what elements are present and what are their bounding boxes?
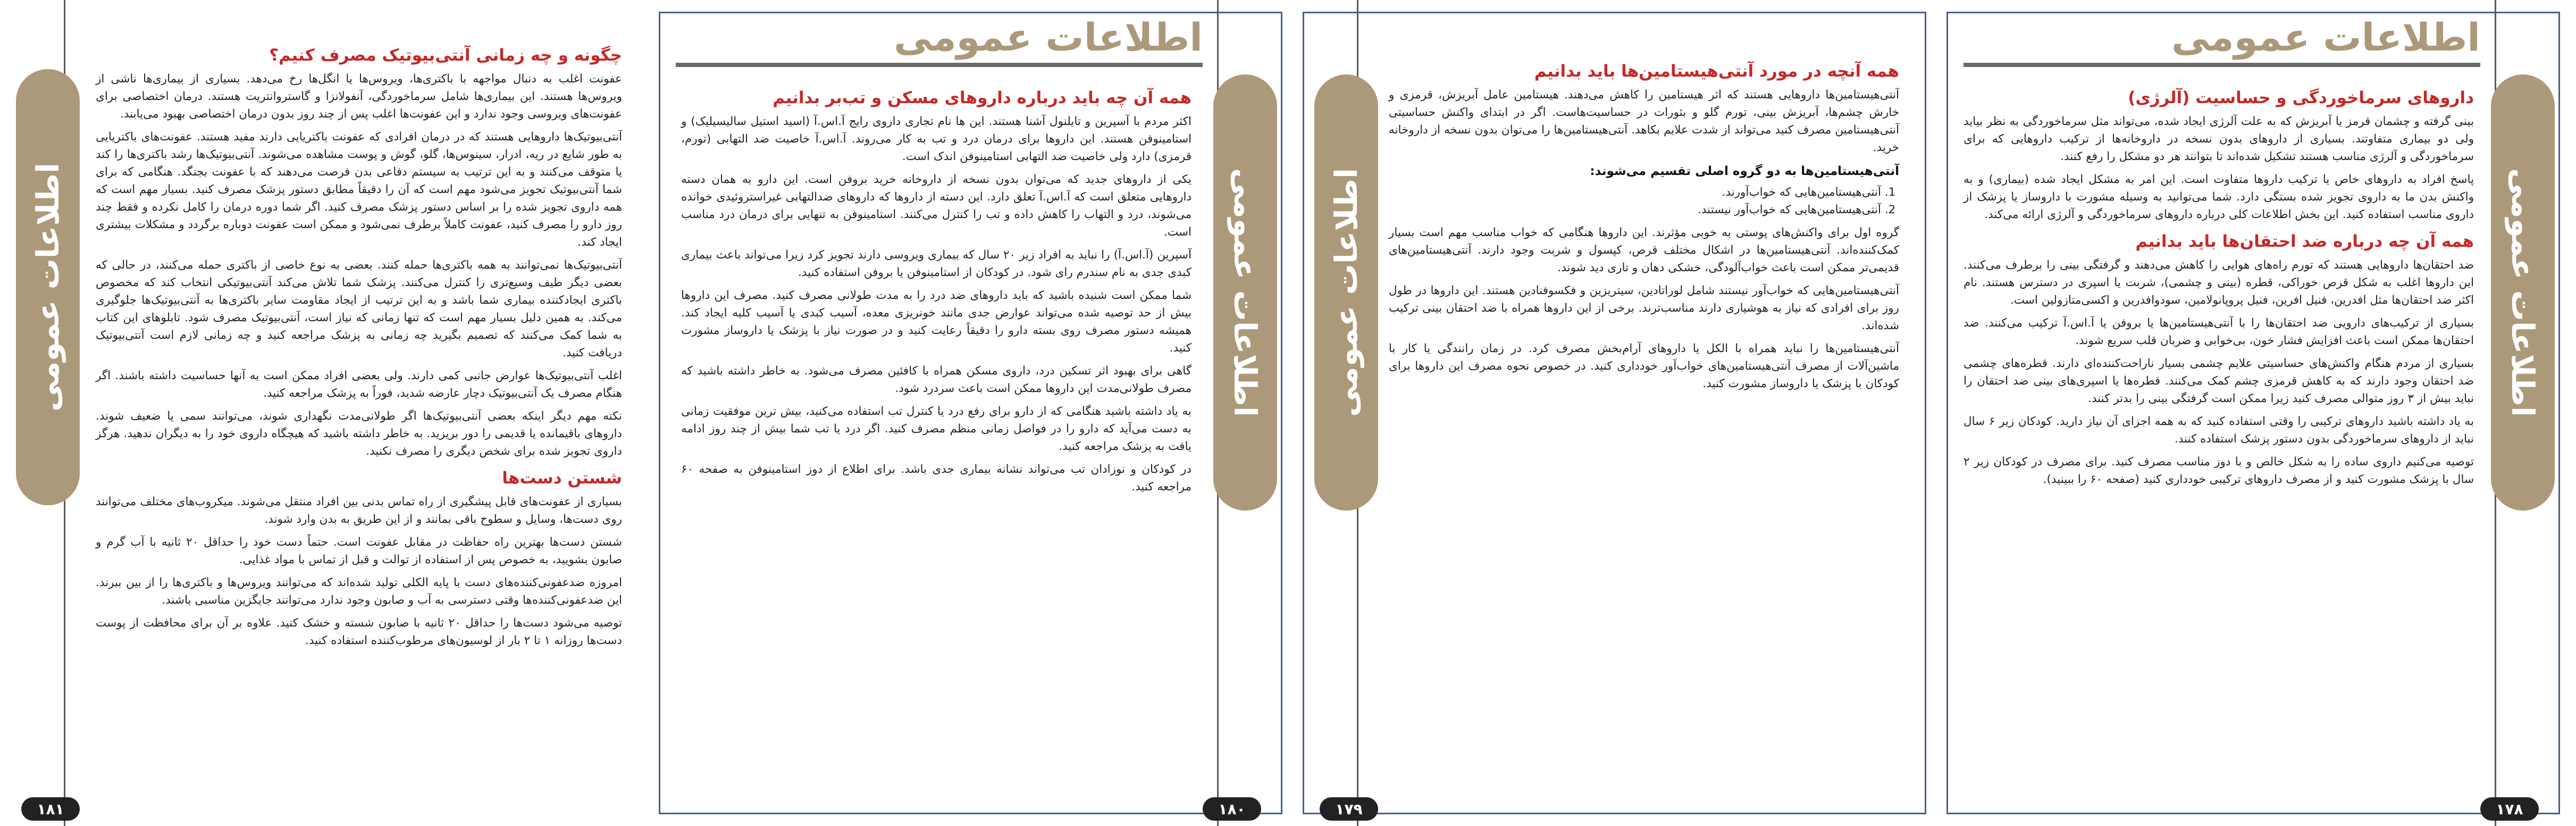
section-heading: چگونه و چه زمانی آنتی‌بیوتیک مصرف کنیم؟ [269,46,622,65]
list-item: 1. آنتی‌هیستامین‌هایی که خواب‌آورند. [1389,183,1881,201]
section-tab [1314,74,1378,511]
paragraph: آنتی‌هیستامین‌ها داروهایی هستند که اثر هیستامین را کاهش می‌دهند. هیستامین عامل آبریزش، قرمزی و خارش چشم‌ها، آبریزش بینی، تورم گلو و بثورات در حساسیت‌هاست. اگر در ابتدای واکنش حساسیتی آنتی‌هیستامین مصرف کنید می‌تواند از شدت علایم بکاهد. آنتی‌هیستامین‌ها را می‌توان بدون نسخه از داروخانه خرید. [1389,88,1899,154]
page-header-title: اطلاعات عمومی [2171,15,2480,60]
paragraph: نکته مهم دیگر اینکه بعضی آنتی‌بیوتیک‌ها اگر طولانی‌مدت نگهداری شوند، می‌توانند سمی یا ضعیف شوند. داروهای باقیمانده یا قدیمی را دور بریزید. به خاطر داشته باشید که هیچگاه داروی خود را به دیگران ندهید. هرگز داروی تجویز شده برای شخص دیگری را مصرف نکنید. [96,410,622,458]
page-number: ۱۷۸ [2480,797,2539,821]
page-number: ۱۸۱ [21,797,80,821]
section-heading: داروهای سرماخوردگی و حساسیت (آلرژی) [2128,88,2474,107]
paragraph: به یاد داشته باشید هنگامی که از دارو برای رفع درد یا کنترل تب استفاده می‌کنید، بیش ترین موفقیت زمانی به دست می‌آید که دارو را در فواصل زمانی منظم مصرف کنید. اگر درد یا تب شما بیش از چند روز ادامه یافت به پزشک مراجعه کنید. [681,405,1191,453]
subheading: آنتی‌هیستامین‌ها به دو گروه اصلی تقسیم می‌شوند: [1590,164,1899,178]
section-tab [2491,74,2555,511]
paragraph: ضد احتقان‌ها داروهایی هستند که تورم راه‌های هوایی را کاهش می‌دهند و گرفتگی بینی را برطرف می‌کنند. این داروها اغلب به شکل قرص خوراکی، قطره (بینی و چشمی)، شربت یا اسپری در دسترس هستند. نام اکثر ضد احتقان‌ها مثل افدرین، فنیل افرین، فنیل پروپانولامین، سودوافدرین و اکسی‌متازولین است. [1964,258,2474,307]
paragraph: شما ممکن است شنیده باشید که باید داروهای ضد درد را به مدت طولانی مصرف کنید. مصرف این داروها بیش از حد توصیه شده می‌تواند عوارض جدی مانند خونریزی معده، آسیب کبدی یا آسیب کلیه ایجاد کند. همیشه دستور مصرف روی بسته دارو را دقیقاً رعایت کنید و در صورت نیاز با پزشک یا داروساز مشورت کنید. [681,289,1191,355]
paragraph: عفونت اغلب به دنبال مواجهه با باکتری‌ها، ویروس‌ها یا انگل‌ها رخ می‌دهد. بسیاری از بیماری‌ها ناشی از ویروس‌ها هستند. این بیماری‌ها شامل سرماخوردگی، آنفولانزا و گاستروانتریت هستند. درمان اختصاصی برای عفونت‌های ویروسی وجود ندارد و این عفونت‌ها اغلب پس از چند روز بدون درمان اختصاصی بهبود می‌یابند. [96,72,622,121]
section-tab [16,69,80,505]
page-181 [0,0,644,826]
paragraph: شستن دست‌ها بهترین راه حفاظت در مقابل عفونت است. حتماً دست خود را حداقل ۲۰ ثانیه با آب گرم و صابون بشویید، به خصوص پس از استفاده از توالت و قبل از تماس با مواد غذایی. [96,536,622,566]
paragraph: بسیاری از ترکیب‌های دارویی ضد احتقان‌ها را با آنتی‌هیستامین‌ها یا بروفن یا آ.اس.آ ترکیب می‌کنند. ضد احتقان‌ها ممکن است باعث افزایش فشار خون، بی‌خوابی و ضربان قلب سریع شوند. [1964,316,2474,347]
page-180 [644,0,1288,826]
paragraph: گروه اول برای واکنش‌های پوستی به خوبی مؤثرند. این داروها هنگامی که خواب مناسب مهم است بسیار کمک‌کننده‌اند. آنتی‌هیستامین‌ها در اشکال مختلف قرص، کپسول و شربت وجود دارند. آنتی‌هیستامین‌های قدیمی‌تر ممکن است باعث خواب‌آلودگی، خشکی دهان و تاری دید شوند. [1389,226,1899,274]
page-content [1964,80,2474,494]
section-tab-label: اطلاعات عمومی [30,163,66,412]
page-header-title: اطلاعات عمومی [894,15,1203,60]
page-content [96,37,622,655]
paragraph: اغلب آنتی‌بیوتیک‌ها عوارض جانبی کمی دارند. ولی بعضی افراد ممکن است به آنها حساسیت داشته باشند. اگر هنگام مصرف یک آنتی‌بیوتیک دچار عارضه شدید، فوراً به پزشک مراجعه کنید. [96,369,622,400]
paragraph: اکثر مردم با آسپرین و تایلنول آشنا هستند. این ها نام تجاری داروی رایج آ.اس.آ (اسید استیل سالیسیلیک) و استامینوفن هستند. این داروها برای درمان درد و تب به کار می‌روند. آ.اس.آ خاصیت ضد التهابی (تورم، قرمزی) دارد ولی خاصیت ضد التهابی استامینوفن اندک است. [681,115,1191,163]
section-heading: همه آنچه در مورد آنتی‌هیستامین‌ها باید بدانیم [1534,62,1899,81]
page-content [681,80,1191,501]
section-heading: شستن دست‌ها [502,469,622,488]
paragraph: گاهی برای بهبود اثر تسکین درد، داروی مسکن همراه با کافئین مصرف می‌شود. به خاطر داشته باشید که مصرف طولانی‌مدت این داروها ممکن است باعث سردرد شود. [681,364,1191,395]
paragraph: بینی گرفته و چشمان قرمز یا آبریزش که به علت آلرژی ایجاد شده، می‌تواند مثل سرماخوردگی به نظر بیاید ولی دو بیماری متفاوتند. بسیاری از داروهای بدون نسخه در داروخانه‌ها از ترکیب داروهایی که برای سرماخوردگی و آلرژی مناسب هستند تشکیل شده‌اند تا بتوانند هر دو مشکل را رفع کنند. [1964,115,2474,163]
header-rule [1964,63,2480,67]
section-heading: همه آن چه درباره ضد احتقان‌ها باید بدانیم [2135,232,2474,251]
paragraph: بسیاری از عفونت‌های قابل پیشگیری از راه تماس بدنی بین افراد منتقل می‌شوند. میکروب‌های مختلف می‌توانند روی دست‌ها، وسایل و سطوح باقی بمانند و از این طریق به بدن وارد شوند. [96,495,622,526]
paragraph: امروزه ضدعفونی‌کننده‌های دست با پایه الکلی تولید شده‌اند که می‌توانند ویروس‌ها و باکتری‌ها را از بین ببرند. این ضدعفونی‌کننده‌ها وقتی دسترسی به آب و صابون وجود ندارد می‌توانند جایگزین مناسبی باشند. [96,576,622,607]
page-178 [1932,0,2576,826]
paragraph: پاسخ افراد به داروهای خاص یا ترکیب داروها متفاوت است. این امر به مشکل ایجاد شده (بیماری) و به واکنش بدن ما به داروی تجویز شده بستگی دارد. شما می‌توانید به وسیله مشورت با داروساز یا پزشک از داروی مناسب استفاده کنید. این بخش اطلاعات کلی درباره داروهای سرماخوردگی و آلرژی ارائه می‌کند. [1964,173,2474,221]
paragraph: یکی از داروهای جدید که می‌توان بدون نسخه از داروخانه خرید بروفن است. این دارو به همان دسته داروهایی متعلق است که آ.اس.آ تعلق دارد. این دسته از داروها که داروهای ضدالتهابی غیراستروئیدی خوانده می‌شوند، درد و التهاب را کاهش داده و تب را کنترل می‌کنند. استامینوفن به تنهایی برای درمان درد مناسب است. [681,173,1191,239]
page-179 [1288,0,1932,826]
page-number: ۱۷۹ [1320,797,1378,821]
paragraph: در کودکان و نوزادان تب می‌تواند نشانه بیماری جدی باشد. برای اطلاع از دوز استامینوفن به صفحه ۶۰ مراجعه کنید. [681,463,1191,494]
header-rule [676,63,1203,67]
page-content [1389,53,1899,398]
paragraph: آنتی‌بیوتیک‌ها نمی‌توانند به همه باکتری‌ها حمله کنند. بعضی به نوع خاصی از باکتری حمله می‌کنند، در حالی که بعضی دیگر طیف وسیع‌تری را کنترل می‌کنند. پزشک شما تلاش می‌کند آنتی‌بیوتیکی انتخاب کند که مخصوص باکتری ایجادکننده بیماری شما باشد و به این ترتیب از ایجاد مقاومت سایر باکتری‌ها به آنتی‌بیوتیک‌ها جلوگیری می‌کند. به همین دلیل بسیار مهم است که تنها زمانی که نیاز است، آنتی‌بیوتیک مصرف شود. تابلوهای این کتاب به شما کمک می‌کنند که تصمیم بگیرید چه زمانی به پزشک مراجعه کنید و چه زمانی لازم است آنتی‌بیوتیک دریافت کنید. [96,258,622,360]
numbered-list [1389,183,1899,219]
section-heading: همه آن چه باید درباره داروهای مسکن و تب‌بر بدانیم [773,88,1191,107]
section-tab [1213,74,1277,511]
paragraph: آنتی‌هیستامین‌هایی که خواب‌آور نیستند شامل لوراتادین، سیتریزین و فکسوفنادین هستند. این داروها در طول روز برای افرادی که نیاز به هوشیاری دارند مناسب‌ترند. برخی از این داروها همراه با ضد احتقان بینی ترکیب شده‌اند. [1389,284,1899,332]
section-tab-label: اطلاعات عمومی [1227,168,1263,417]
list-item: 2. آنتی‌هیستامین‌هایی که خواب‌آور نیستند. [1389,201,1881,219]
section-tab-label: اطلاعات عمومی [2505,168,2541,417]
paragraph: توصیه می‌شود دست‌ها را حداقل ۲۰ ثانیه با صابون شسته و خشک کنید. علاوه بر آن برای محافظت از پوست دست‌ها روزانه ۱ تا ۲ بار از لوسیون‌های مرطوب‌کننده استفاده کنید. [96,616,622,647]
paragraph: به یاد داشته باشید داروهای ترکیبی را وقتی استفاده کنید که به همه اجزای آن نیاز دارید. کودکان زیر ۶ سال نباید از داروهای سرماخوردگی بدون دستور پزشک استفاده کنند. [1964,415,2474,446]
section-tab-label: اطلاعات عمومی [1328,168,1364,417]
paragraph: آنتی‌بیوتیک‌ها داروهایی هستند که در درمان افرادی که عفونت باکتریایی دارند مفید هستند. عفونت‌های باکتریایی به طور شایع در ریه، ادرار، سینوس‌ها، گلو، گوش و پوست مشاهده می‌شوند. آنتی‌بیوتیک‌ها رشد باکتری‌ها را کند یا متوقف می‌کنند و به این ترتیب به سیستم دفاعی بدن فرصت می‌دهند که با عفونت بجنگد. هنگامی که برای شما آنتی‌بیوتیک تجویز می‌شود مهم است که آن را دقیقاً مطابق دستور پزشک مصرف کنید. بسیار مهم است که همه داروی تجویز شده را بر اساس دستور پزشک مصرف کنید. اگر شما دوره درمان را کامل نکرده و فقط چند روز دارو را مصرف کنید، عفونت کاملاً برطرف نمی‌شود و ممکن است عفونت دوباره برگردد و مشکلات بیشتری ایجاد کند. [96,130,622,249]
paragraph: آسپرین (آ.اس.آ) را نباید به افراد زیر ۲۰ سال که بیماری ویروسی دارند تجویز کرد زیرا می‌تواند باعث بیماری کبدی جدی به نام سندرم رای شود. در کودکان از استامینوفن یا بروفن استفاده کنید. [681,248,1192,279]
paragraph: آنتی‌هیستامین‌ها را نباید همراه با الکل یا داروهای آرام‌بخش مصرف کرد. در زمان رانندگی یا کار با ماشین‌آلات از مصرف آنتی‌هیستامین‌های خواب‌آور خودداری کنید. در خصوص نحوه مصرف این داروها برای کودکان با پزشک یا داروساز مشورت کنید. [1389,342,1899,390]
paragraph: توصیه می‌کنیم داروی ساده را به شکل خالص و با دوز مناسب مصرف کنید. برای مصرف در کودکان زیر ۲ سال با پزشک مشورت کنید و از مصرف داروهای ترکیبی خودداری کنید (صفحه ۶۰ را ببینید). [1964,455,2474,486]
paragraph: بسیاری از مردم هنگام واکنش‌های حساسیتی علایم چشمی بسیار ناراحت‌کننده‌ای دارند. قطره‌های چشمی ضد احتقان وجود دارند که به کاهش قرمزی چشم کمک می‌کنند. قطره‌ها یا اسپری‌های بینی ضد احتقان را نباید بیش از ۳ روز متوالی مصرف کنید زیرا ممکن است گرفتگی بینی را بدتر کنند. [1964,357,2474,405]
page-number: ۱۸۰ [1203,797,1261,821]
